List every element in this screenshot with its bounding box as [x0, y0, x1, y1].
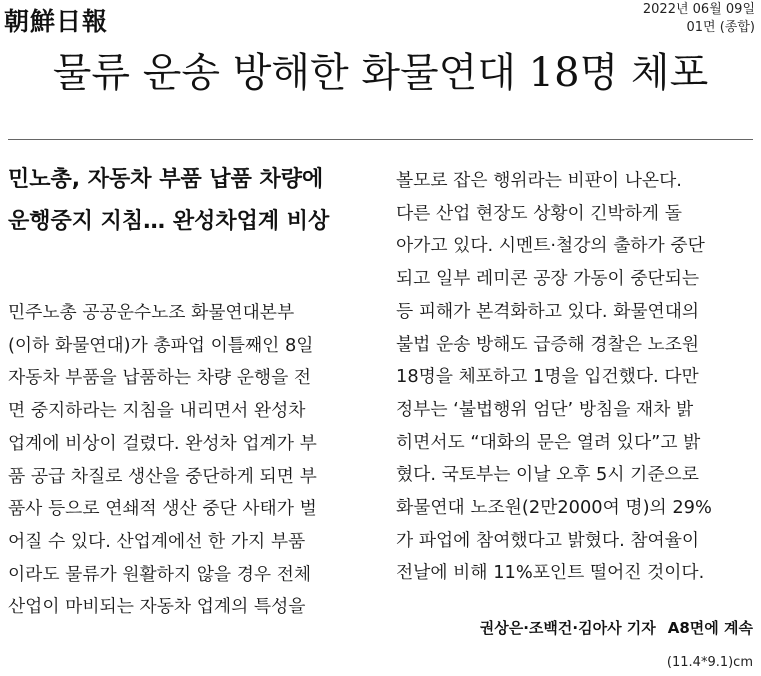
article-headline: 물류 운송 방해한 화물연대 18명 체포 [52, 50, 709, 96]
body-line: 볼모로 잡은 행위라는 비판이 나온다. [396, 170, 682, 191]
body-line: 18명을 체포하고 1명을 입건했다. 다만 [396, 366, 699, 388]
body-line: 등 피해가 본격화하고 있다. 화물연대의 [396, 300, 700, 322]
body-line: 가 파업에 참여했다고 밝혔다. 참여율이 [396, 529, 700, 551]
body-line: 다른 산업 현장도 상황이 긴박하게 돌 [396, 202, 682, 224]
body-line: 되고 일부 레미콘 공장 가동이 중단되는 [396, 268, 700, 290]
body-column-right [396, 165, 753, 590]
body-line: 업계에 비상이 걸렸다. 완성차 업계가 부 [8, 432, 317, 454]
dateline [643, 1, 755, 37]
body-column-left [8, 297, 368, 624]
body-line: 불법 운송 방해도 급증해 경찰은 노조원 [396, 333, 700, 355]
divider-rule [8, 139, 753, 140]
article-subhead [8, 159, 368, 243]
page-section: 01면 (종합) [686, 20, 755, 35]
publish-date: 2022년 06월 09일 [642, 2, 755, 17]
body-line: 정부는 ‘불법행위 엄단’ 방침을 재차 밝 [396, 398, 694, 420]
body-line: 민주노총 공공운수노조 화물연대본부 [8, 302, 295, 323]
body-line: 산업이 마비되는 자동차 업계의 특성을 [8, 596, 306, 618]
clipping-size-note: (11.4*9.1)cm [666, 655, 753, 670]
body-line: 면 중지하라는 지침을 내리면서 완성차 [8, 400, 306, 422]
body-line: 어질 수 있다. 산업계에선 한 가지 부품 [8, 530, 306, 552]
body-line: 히면서도 “대화의 문은 열려 있다”고 밝 [396, 431, 701, 453]
body-line: 이라도 물류가 원활하지 않을 경우 전체 [8, 563, 312, 585]
byline-authors: 권상은·조백건·김아사 기자 [479, 619, 656, 637]
body-line: 품 공급 차질로 생산을 중단하게 되면 부 [8, 465, 317, 487]
body-line: 전날에 비해 11%포인트 떨어진 것이다. [396, 562, 705, 584]
subhead-line: 운행중지 지침… 완성차업계 비상 [8, 209, 330, 234]
body-line: 품사 등으로 연쇄적 생산 중단 사태가 벌 [8, 498, 317, 520]
body-line: 자동차 부품을 납품하는 차량 운행을 전 [8, 367, 312, 389]
continued-note: A8면에 계속 [667, 619, 753, 637]
newspaper-masthead: 朝鮮日報 [4, 7, 109, 36]
body-line: 화물연대 노조원(2만2000여 명)의 29% [396, 497, 712, 519]
subhead-line: 민노총, 자동차 부품 납품 차량에 [8, 167, 324, 192]
body-line: (이하 화물연대)가 총파업 이틀째인 8일 [8, 334, 314, 356]
byline [480, 617, 753, 638]
body-line: 아가고 있다. 시멘트·철강의 출하가 중단 [396, 235, 705, 257]
body-line: 혔다. 국토부는 이날 오후 5시 기준으로 [396, 464, 699, 486]
